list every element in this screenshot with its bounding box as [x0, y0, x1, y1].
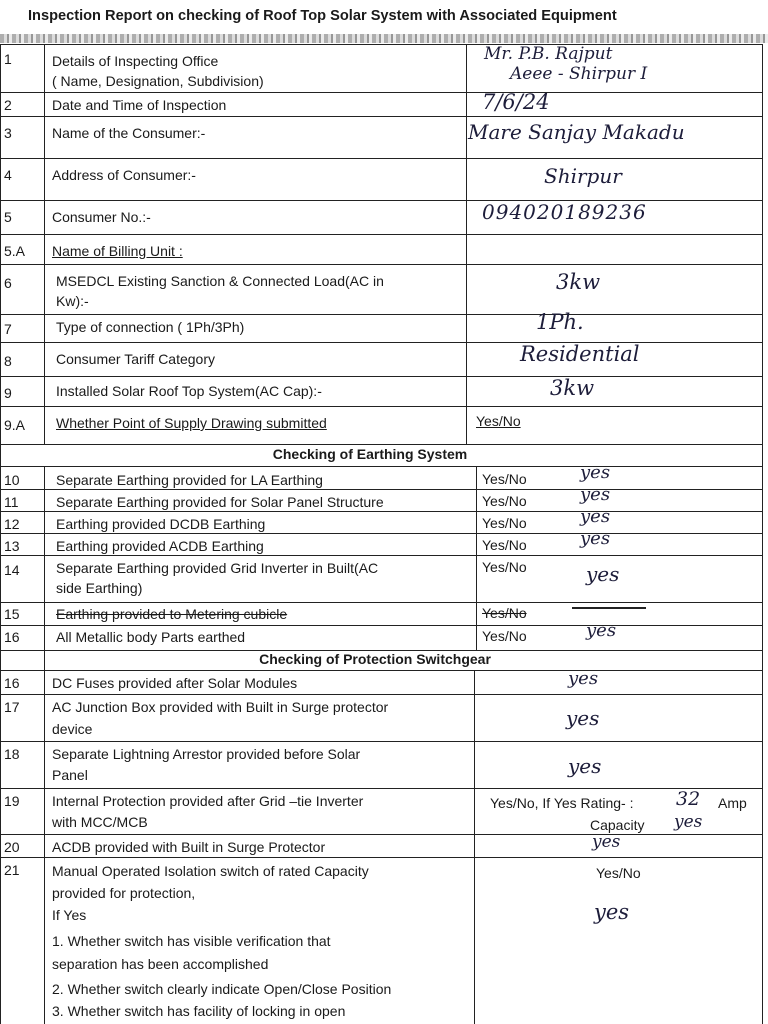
row-1-no: 1: [4, 51, 12, 67]
row-19-no: 19: [4, 793, 20, 809]
row-13-yes-no: Yes/No: [482, 537, 527, 553]
row-10-label: Separate Earthing provided for LA Earthing: [56, 472, 323, 488]
row-15-yes-no-struck: Yes/No: [482, 605, 527, 621]
row-16-no: 16: [4, 629, 20, 645]
row-6-label-line1: MSEDCL Existing Sanction & Connected Load(AC in: [56, 273, 384, 289]
row-10-handwritten: yes: [580, 462, 611, 483]
row-18-handwritten: yes: [568, 754, 602, 778]
row-13-handwritten: yes: [580, 528, 611, 549]
row-18-label-line2: Panel: [52, 767, 88, 783]
row-5-handwritten-consumer-no: 094020189236: [482, 200, 647, 224]
row-8-label: Consumer Tariff Category: [56, 351, 215, 367]
row-3-handwritten-consumer: Mare Sanjay Makadu: [468, 120, 685, 144]
row-18-no: 18: [4, 746, 20, 762]
row-17-label-line1: AC Junction Box provided with Built in Surge protector: [52, 699, 389, 715]
row-15-label-struck: Earthing provided to Metering cubicle: [56, 606, 288, 622]
row-19-handwritten-capacity: yes: [674, 812, 703, 832]
row-18-label-line1: Separate Lightning Arrestor provided before Solar: [52, 746, 361, 762]
row-16-yes-no: Yes/No: [482, 628, 527, 644]
row-12-no: 12: [4, 516, 20, 532]
row-4-handwritten-address: Shirpur: [544, 164, 622, 188]
row-12-label: Earthing provided DCDB Earthing: [56, 516, 266, 532]
row-9a-no: 9.A: [4, 417, 26, 433]
row-5-no: 5: [4, 209, 12, 225]
report-title: Inspection Report on checking of Roof Top Solar System with Associated Equipment: [28, 8, 617, 24]
table-right-border: [762, 44, 763, 1024]
row-10-no: 10: [4, 472, 20, 488]
row-7-label: Type of connection ( 1Ph/3Ph): [56, 319, 245, 335]
row-21-yes-no: Yes/No: [596, 865, 641, 881]
row-14-no: 14: [4, 562, 20, 578]
row-1-label-line1: Details of Inspecting Office: [52, 53, 219, 69]
row-21-line-6: 2. Whether switch clearly indicate Open/Close Position: [52, 981, 392, 997]
row-9-label: Installed Solar Roof Top System(AC Cap):-: [56, 383, 322, 399]
row-16-handwritten: yes: [586, 620, 617, 641]
row-7-no: 7: [4, 321, 12, 337]
row-19-handwritten-rating: 32: [676, 788, 701, 810]
row-12-handwritten: yes: [580, 506, 611, 527]
row-19-capacity-label: Capacity: [590, 817, 645, 833]
row-4-label: Address of Consumer:-: [52, 167, 196, 183]
row-20-handwritten: yes: [592, 832, 621, 852]
row-9a-label: Whether Point of Supply Drawing submitted: [56, 415, 327, 431]
row-9-handwritten-capacity: 3kw: [550, 376, 595, 400]
row-14-handwritten: yes: [586, 562, 620, 586]
row-3-no: 3: [4, 125, 12, 141]
row-17-label-line2: device: [52, 721, 93, 737]
column-divider-no-2: [44, 466, 45, 1024]
column-divider-value: [466, 44, 467, 444]
row-2-label: Date and Time of Inspection: [52, 97, 227, 113]
row-9a-yes-no: Yes/No: [476, 413, 521, 429]
row-10-yes-no: Yes/No: [482, 471, 527, 487]
row-1-handwritten-office: Aeee - Shirpur I: [510, 64, 648, 84]
row-8-handwritten-tariff: Residential: [520, 342, 640, 366]
row-15-no: 15: [4, 606, 20, 622]
row-17-no: 17: [4, 699, 20, 715]
table-left-border: [0, 44, 1, 1024]
row-13-label: Earthing provided ACDB Earthing: [56, 538, 264, 554]
row-21-line-5: separation has been accomplished: [52, 956, 269, 972]
row-15-dash-mark: [572, 607, 646, 609]
row-5a-label: Name of Billing Unit :: [52, 243, 183, 259]
row-8-no: 8: [4, 353, 12, 369]
column-divider-value-2: [474, 670, 475, 1024]
row-16-label: All Metallic body Parts earthed: [56, 629, 246, 645]
row-6-label-line2: Kw):-: [56, 293, 89, 309]
row-7-handwritten-type: 1Ph.: [536, 310, 584, 334]
row-4-no: 4: [4, 167, 12, 183]
row-5a-no: 5.A: [4, 243, 26, 259]
row-16b-handwritten: yes: [568, 668, 599, 689]
row-2-no: 2: [4, 97, 12, 113]
row-13-no: 13: [4, 538, 20, 554]
row-2-handwritten-date: 7/6/24: [482, 90, 550, 114]
row-21-handwritten: yes: [594, 900, 630, 924]
row-5-label: Consumer No.:-: [52, 209, 151, 225]
row-1-handwritten-name: Mr. P.B. Rajput: [484, 44, 613, 64]
row-1-label-line2: ( Name, Designation, Subdivision): [52, 73, 264, 89]
row-21-line-7: 3. Whether switch has facility of locking in open: [52, 1003, 346, 1019]
row-16b-no: 16: [4, 675, 20, 691]
row-21-line-1: Manual Operated Isolation switch of rated Capacity: [52, 863, 369, 879]
row-21-line-4: 1. Whether switch has visible verification that: [52, 933, 331, 949]
row-14-label-line1: Separate Earthing provided Grid Inverter in Built(AC: [56, 560, 379, 576]
row-19-yes-no-rating: Yes/No, If Yes Rating- :: [490, 795, 634, 811]
row-21-line-3: If Yes: [52, 907, 87, 923]
row-17-handwritten: yes: [566, 706, 600, 730]
row-6-no: 6: [4, 275, 12, 291]
protection-section-heading: Checking of Protection Switchgear: [259, 651, 491, 667]
row-9-no: 9: [4, 385, 12, 401]
row-6-handwritten-load: 3kw: [556, 270, 601, 294]
column-divider-yn: [476, 466, 477, 650]
row-20-no: 20: [4, 839, 20, 855]
row-21-line-2: provided for protection,: [52, 885, 196, 901]
row-14-label-line2: side Earthing): [56, 580, 143, 596]
row-20-label: ACDB provided with Built in Surge Protector: [52, 839, 326, 855]
row-21-no: 21: [4, 862, 20, 878]
row-3-label: Name of the Consumer:-: [52, 125, 206, 141]
row-14-yes-no: Yes/No: [482, 559, 527, 575]
column-divider-no: [44, 44, 45, 444]
row-19-amp-label: Amp: [718, 795, 747, 811]
row-19-label-line2: with MCC/MCB: [52, 814, 148, 830]
row-11-yes-no: Yes/No: [482, 493, 527, 509]
scan-noise-band: [0, 34, 768, 43]
row-16b-label: DC Fuses provided after Solar Modules: [52, 675, 298, 691]
row-11-handwritten: yes: [580, 484, 611, 505]
row-19-label-line1: Internal Protection provided after Grid –tie Inverter: [52, 793, 364, 809]
row-11-no: 11: [4, 494, 19, 510]
earthing-section-heading: Checking of Earthing System: [272, 446, 468, 462]
row-12-yes-no: Yes/No: [482, 515, 527, 531]
row-11-label: Separate Earthing provided for Solar Panel Structure: [56, 494, 384, 510]
